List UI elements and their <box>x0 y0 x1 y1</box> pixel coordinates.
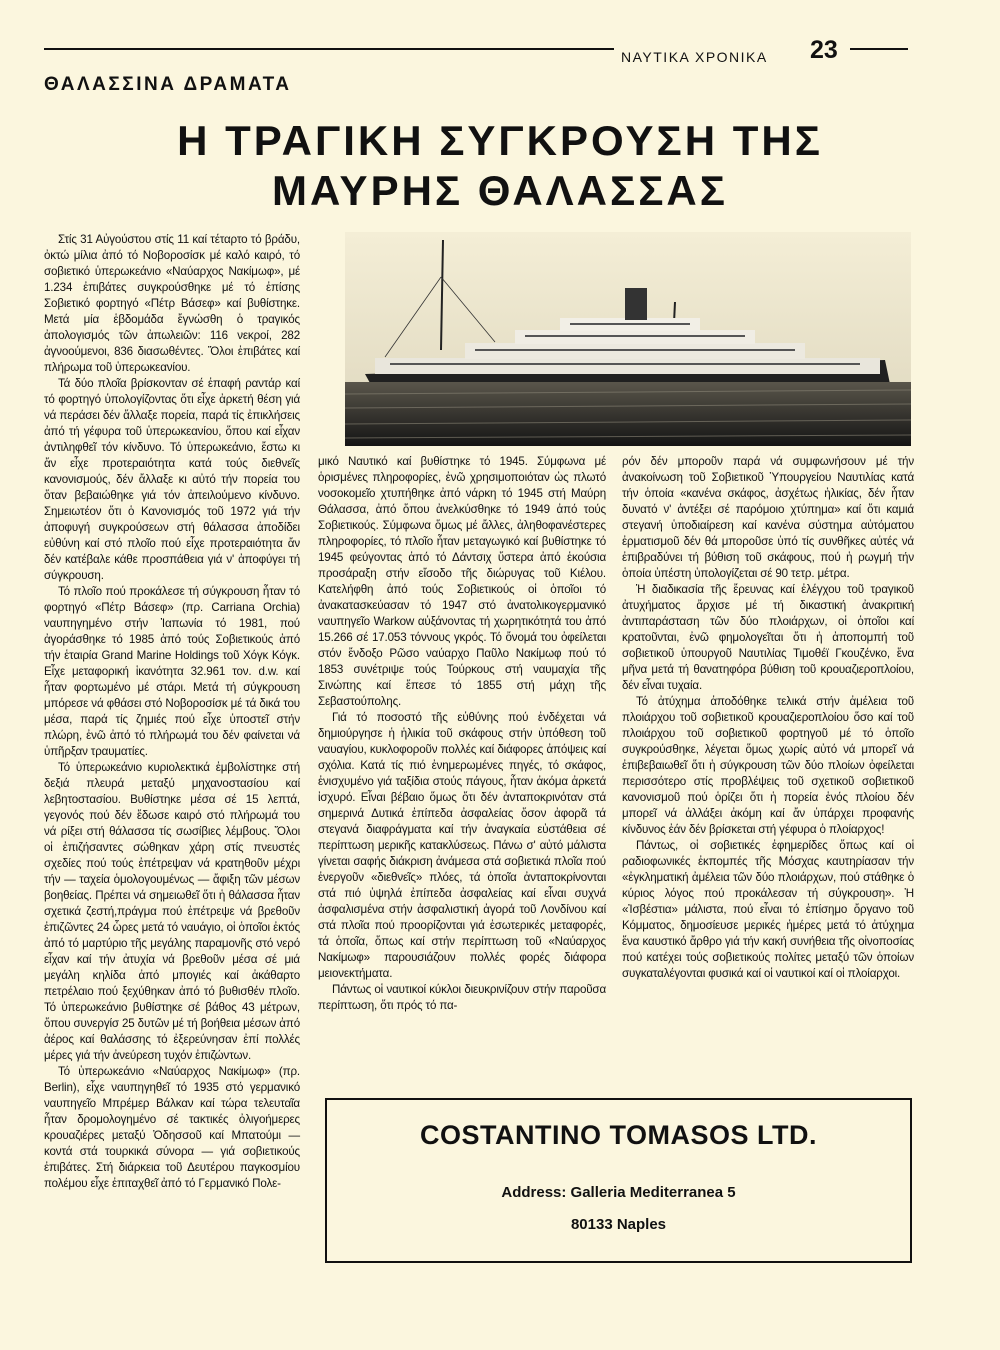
paragraph: Τό ὑπερωκεάνιο κυριολεκτικά ἐμβολίστηκε στή δεξιά πλευρά μεταξύ μηχανοστασίου καί λεβητοστασίου. Βυθίστηκε μέσα σέ 15 λεπτά, γεγονός πού δέν ἔδωσε καιρό στό πλήρωμά του νά ρίξει στή θάλασσα τίς σωσίβιες λέμβους. Ὅλοι οἱ ἐπιζήσαντες σώθηκαν χάρη στίς πνευστές σχεδίες πού τούς ἐπέτρεψαν νά κρατηθοῦν μέχρι τήν — ταχεία ὁμολογουμένως — ἄφιξη τῶν μέσων βοηθείας. Πρέπει νά σημειωθεῖ ὅτι ἡ θάλασσα ἦταν σχετικά ζεστή,πράγμα πού ἐπέτρεψε νά βρεθοῦν ἐπιζῶντες 24 ὧρες μετά τό ναυάγιο, οἱ ὁποῖοι ἐκτός ἀπό τό μαρτύριο τῆς μεγάλης παραμονῆς στό νερό εἶχαν καί τήν ἀτυχία νά βρεθοῦν μέσα σέ μιά μεγάλη κηλίδα ἀπό μπογιές καί ἀκάθαρτο πετρέλαιο πού ξεχύθηκαν ἀπό τό βυθισθέν πλοῖο. Τό ὑπερωκεάνιο βυθίστηκε σέ βάθος 43 μέτρων, ὅπου συνεργίσ 25 δυτῶν μέ τή βοήθεια μέσων ἀπό ἀέρος καί θαλάσσης τό ἐξερεύνησαν ἐπί πολλές μέρες γιά τήν ἀνεύρεση τυχόν ἐπιζώντων. <box>44 761 300 1062</box>
article-column-3 <box>622 454 914 982</box>
paragraph: μικό Ναυτικό καί βυθίστηκε τό 1945. Σύμφωνα μέ ὁρισμένες πληροφορίες, ἐνῶ χρησιμοποιόταν ὡς πλωτό νοσοκομεῖο χτυπήθηκε ἀπό νάρκη τό 1945 στή Μαύρη Θάλασσα, ἀπό ὅπου ἀνελκύσθηκε τό 1949 ἀπό τούς Σοβιετικούς. Σύμφωνα ὅμως μέ ἄλλες, ἀληθοφανέστερες πληροφορίες, τό πλοῖο ἦταν μεταγωγικό καί βυθίστηκε τό 1945 φεύγοντας ἀπό τό Δάντσιχ ὕστερα ἀπό ἑκούσια προσάραξη στήν εἴσοδο τῆς διώρυγας τοῦ Κιέλου. Κατελήφθη ἀπό τούς Σοβιετικούς οἱ ὁποῖοι τό ἀνακατασκεύασαν τό 1947 στό ἀνατολικογερμανικό ναυπηγεῖο Warkow αὐξάνοντας τή χωρητικότητά του ἀπό 15.266 σέ 17.053 τόννους γκρός. Τό ὄνομά του ὀφείλεται στόν ἔνδοξο Ρῶσο ναύαρχο Παῦλο Νακίμωφ πού τό 1853 συνέτριψε τούς Τούρκους στή ναυμαχία τῆς Σινώπης καί ἔπεσε τό 1855 στή μάχη τῆς Σεβαστούπολης. <box>318 455 606 708</box>
paragraph: Γιά τό ποσοστό τῆς εὐθύνης πού ἐνδέχεται νά δημιούργησε ἡ ἡλικία τοῦ σκάφους στήν ὑπόθεση τοῦ ναυαγίου, κυκλοφοροῦν πολλές καί διάφορες ἀπόψεις καί σχόλια. Κατά τίς πιό ἐνημερωμένες πηγές, τό σκάφος, ἐνισχυμένο γιά ταξίδια στούς πάγους, ἦταν ἀκόμα ἀρκετά ἰσχυρό. Εἶναι βέβαιο ὅμως ὅτι δέν ἀνταποκρινόταν στά σημερινά Δυτικά ἐπίπεδα ἀσφαλείας ὅσον ἀφορᾶ τά στεγανά διαφράγματα καί τήν ἀναγκαία εὐστάθεια σέ περίπτωση μερικῆς κατακλύσεως. Πάνω σ' αὐτό μάλιστα γίνεται σαφής διάκριση ἀνάμεσα στά σοβιετικά πλοῖα πού ἐνεργοῦν «διεθνεῖς» πλόες, τά ὁποῖα ἀνταποκρίνονται στά πιό ὑψηλά ἐπίπεδα ἀσφαλείας καί εἶναι συχνά ἀσφαλισμένα στήν ἀσφαλιστική ἀγορά τοῦ Λονδίνου καί στά πλοῖα πού προορίζονται γιά ἐσωτερικές μεταφορές, τά ὁποῖα, ὅπως καί στήν περίπτωση τοῦ «Ναύαρχος Νακίμωφ» παρουσιάζουν πολλές φορές διάφορα μειονεκτήματα. <box>318 711 606 980</box>
magazine-name: ΝΑΥΤΙΚΑ ΧΡΟΝΙΚΑ <box>621 49 768 65</box>
paragraph: Τό ἀτύχημα ἀποδόθηκε τελικά στήν ἀμέλεια τοῦ πλοιάρχου τοῦ σοβιετικοῦ κρουαζιεροπλοίου ὅσο καί τοῦ πλοιάρχου τοῦ σοβιετικοῦ φορτηγοῦ μέ τό ὁποῖο συγκρούσθηκε, λέγεται ὅμως χωρίς αὐτό νά μπορεῖ νά ἐπιβεβαιωθεῖ ὅτι ἡ σύγκρουση τῶν δύο πλοίων ὀφείλεται περισσότερο στίς προβλέψεις τοῦ σχετικοῦ σοβιετικοῦ κανονισμοῦ πού ὁρίζει ὅτι ἡ πορεία ἑνός πλοίου δέν μπορεῖ νά ἀλλάξει ἀκόμη καί ἄν ὑπάρχει προφανής κίνδυνος ἐάν δέν βρίσκεται στή γέφυρα ὁ πλοίαρχος! <box>622 695 914 836</box>
article-headline <box>130 116 870 216</box>
advertisement-box <box>325 1098 912 1263</box>
paragraph: ρόν δέν μποροῦν παρά νά συμφωνήσουν μέ τήν ἀνακοίνωση τοῦ Σοβιετικοῦ Ὑπουργείου Ναυτιλίας κατά τήν ὁποία «κανένα σκάφος, ἀσχέτως ἡλικίας, δέν ἦταν δυνατό ν' ἀντέξει σέ παρόμοιο χτύπημα» καί ὅτι καμιά στεγανή ὑποδιαίρεση καί κανένα σύστημα αὐτόματου ἐρματισμοῦ δέν θά μποροῦσε ὑπό τίς συνθῆκες αὐτές νά ἐπιβραδύνει τή βύθιση τοῦ σκάφους, πού ἡ ρωγμή τήν ὁποία ὑπέστη ὑπολογίζεται σέ 90 τετρ. μέτρα. <box>622 455 914 580</box>
headline-line-1: Η ΤΡΑΓΙΚΗ ΣΥΓΚΡΟΥΣΗ ΤΗΣ <box>177 117 823 164</box>
paragraph: Ἡ διαδικασία τῆς ἔρευνας καί ἐλέγχου τοῦ τραγικοῦ ἀτυχήματος ἄρχισε μέ τή δικαστική ἀνακριτική ἀντιπαράσταση τῶν δύο πλοιάρχων, οἱ ὁποῖοι καί κρατοῦνται, ἐνῶ φημολογεῖται ὅτι ἡ ἀποπομπή τοῦ σοβιετικοῦ ὑπουργοῦ Ναυτιλίας Τιμοθέϊ Γκουζένκο, ἕνα μῆνα μετά τή θανατηφόρα βύθιση τοῦ κρουαζιεροπλοίου, δέν εἶναι τυχαία. <box>622 583 914 692</box>
headline-line-2: ΜΑΥΡΗΣ ΘΑΛΑΣΣΑΣ <box>272 167 728 214</box>
paragraph: Πάντως οἱ ναυτικοί κύκλοι διευκρινίζουν στήν παροῦσα περίπτωση, ὅτι πρός τό πα- <box>318 983 606 1012</box>
paragraph: Στίς 31 Αὐγούστου στίς 11 καί τέταρτο τό βράδυ, ὀκτώ μίλια ἀπό τό Νοβοροσίσκ μέ καλό καιρό, τό σοβιετικό ὑπερωκεάνιο «Ναύαρχος Νακίμωφ», μέ 1.234 ἐπιβάτες συγκρούσθηκε μέ τό ἐπίσης Σοβιετικό φορτηγό «Πέτρ Βάσεφ» καί βυθίστηκε. Μετά μία ἑβδομάδα ἔγνώσθη ὁ τραγικός ἀπολογισμός τῶν ἀπωλειῶν: 116 νεκροί, 282 ἀγνοούμενοι, 836 διασωθέντες. Ὅλοι ἐπιβάτες καί πλήρωμα τοῦ ὑπερωκεανίου. <box>44 233 300 374</box>
paragraph: Τό πλοῖο πού προκάλεσε τή σύγκρουση ἦταν τό φορτηγό «Πέτρ Βάσεφ» (πρ. Carriana Orchia) ναυπηγημένο στήν Ἰαπωνία τό 1981, πού ἀγοράσθηκε τό 1985 ἀπό τούς Σοβιετικούς ἀπό τήν ἑταιρία Grand Marine Holdings τοῦ Χόγκ Κόγκ. Εἶχε μεταφορική ἱκανότητα 32.961 τον. d.w. καί ἦταν φορτωμένο μέ στάρι. Μετά τή σύγκρουση μπόρεσε νά φθάσει στό Νοβοροσίσκ μέ τά δικά του μέσα, παρά τίς ζημιές πού εἶχε ὑποστεῖ στήν πλώρη, ἐνῶ ἀπό τό πλήρωμά του δέν φαίνεται νά ὑπῆρξαν τραυματίες. <box>44 585 300 758</box>
ad-company-name: COSTANTINO TOMASOS LTD. <box>420 1120 817 1150</box>
header-rule-right <box>850 48 908 50</box>
ocean-liner-illustration <box>345 232 911 446</box>
ship-photo <box>345 232 911 446</box>
ad-city: 80133 Naples <box>570 1216 667 1233</box>
header-rule-left <box>44 48 614 50</box>
ad-address: Address: Galleria Mediterranea 5 <box>501 1184 736 1201</box>
paragraph: Πάντως, οἱ σοβιετικές ἐφημερίδες ὅπως καί οἱ ραδιοφωνικές ἐκπομπές τῆς Μόσχας καυτηρίασαν τήν «ἐγκληματική ἀμέλεια τῶν δύο πλοιάρχων, πού στάθηκε ὁ κύριος λόγος πού προκάλεσαν τή σύγκρουση». Ἡ «Ἰσβέστια» μάλιστα, πού εἶναι τό ἐπίσημο ὄργανο τοῦ Κόμματος, δημοσίευσε μερικές ἡμέρες μετά τό ἀτύχημα ἕνα καυστικό ἄρθρο γιά τήν κακή συνήθεια τῆς οἰνοποσίας πού κατέχει τούς σοβιετικούς πολίτες μεταξύ τῶν ὁποίων συγκαταλέγονται φυσικά καί οἱ ναυτικοί καί οἱ πλοίαρχοι. <box>622 839 914 980</box>
section-label: ΘΑΛΑΣΣΙΝΑ ΔΡΑΜΑΤΑ <box>44 74 292 95</box>
article-column-2 <box>318 454 606 1014</box>
paragraph: Τό ὑπερωκεάνιο «Ναύαρχος Νακίμωφ» (πρ. Berlin), εἶχε ναυπηγηθεῖ τό 1935 στό γερμανικό ναυπηγεῖο Μπρέμερ Βάλκαν καί τώρα τελευταῖα ἦταν δρομολογημένο σέ τακτικές ὀλιγοήμερες κρουαζιέρες μεταξύ Ὀδησσοῦ καί Μπατούμι — κοντά στά τουρκικά σύνορα — γιά σοβιετικούς ἐπιβάτες. Στή διάρκεια τοῦ Δευτέρου παγκοσμίου πολέμου εἶχε ἐπιταχθεῖ ἀπό τό Γερμανικό Πολε- <box>44 1065 300 1190</box>
paragraph: Τά δύο πλοῖα βρίσκονταν σέ ἐπαφή ραντάρ καί τό φορτηγό ὑπολογίζοντας ὅτι εἶχε ἀρκετή θέση γιά νά περάσει δέν ἄλλαξε πορεία, παρά τίς ἐπικλήσεις ἀπό τή γέφυρα τοῦ ὑπερωκεανίου, ὅπου καί εἶχαν ἀντιληφθεῖ τόν κίνδυνο. Τό ὑπερωκεάνιο, ἔστω κι ἄν εἶχε προτεραιότητα κατά τούς διεθνεῖς κανονισμούς, δέν ἄλλαξε κι αὐτό τήν πορεία του ὅταν βεβαιώθηκε γιά τόν ἀπειλούμενο κίνδυνο. Σημειωτέον ὅτι ὁ Κανονισμός τοῦ 1972 γιά τήν ἀποφυγή συγκρούσεων στή θάλασσα ἀποδίδει εὐθύνη καί στό πλοῖο πού εἶχε προτεραιότητα ἄν δέν κατέβαλε κάθε προσπάθεια γιά ν' ἀποφύγει τή σύγκρουση. <box>44 377 300 582</box>
article-column-1 <box>44 232 300 1192</box>
page-number: 23 <box>810 36 838 64</box>
